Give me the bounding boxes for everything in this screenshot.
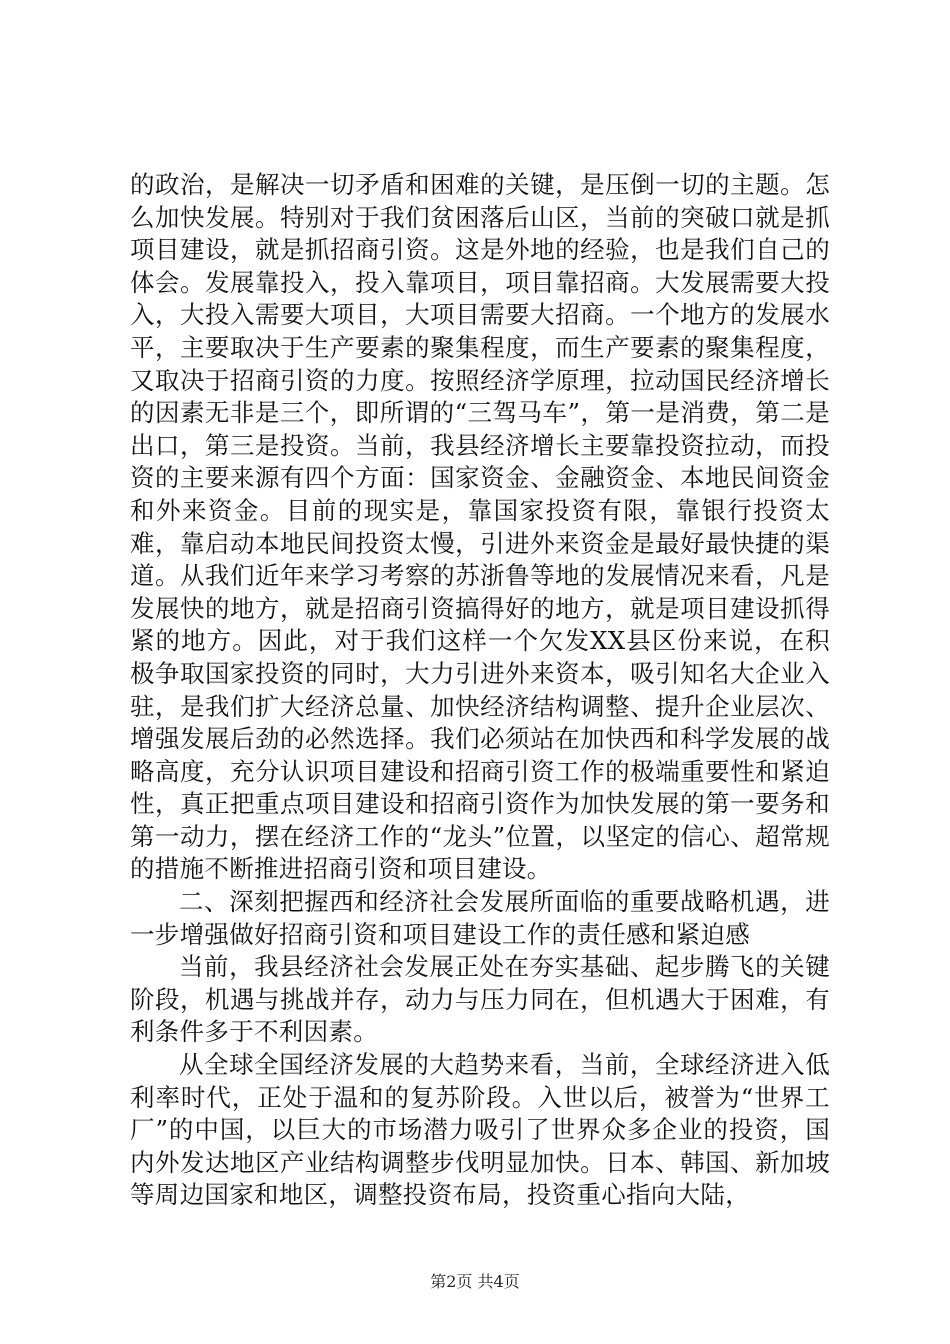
paragraph-2: 当前，我县经济社会发展正处在夯实基础、起步腾飞的关键阶段，机遇与挑战并存，动力与压力同在，但机遇大于困难，有利条件多于不利因素。 xyxy=(130,952,830,1047)
page-footer xyxy=(0,1272,950,1292)
section-heading: 二、深刻把握西和经济社会发展所面临的重要战略机遇，进一步增强做好招商引资和项目建设工作的责任感和紧迫感 xyxy=(130,887,830,949)
paragraph-1: 的政治，是解决一切矛盾和困难的关键，是压倒一切的主题。怎么加快发展。特别对于我们贫困落后山区，当前的突破口就是抓项目建设，就是抓招商引资。这是外地的经验，也是我们自己的体会。发展靠投入，投入靠项目，项目靠招商。大发展需要大投入，大投入需要大项目，大项目需要大招商。一个地方的发展水平，主要取决于生产要素的聚集程度，而生产要素的聚集程度，又取决于招商引资的力度。按照经济学原理，拉动国民经济增长的因素无非是三个，即所谓的“三驾马车”，第一是消费，第二是出口，第三是投资。当前，我县经济增长主要靠投资拉动，而投资的主要来源有四个方面：国家资金、金融资金、本地民间资金和外来资金。目前的现实是，靠国家投资有限，靠银行投资太难，靠启动本地民间投资太慢，引进外来资金是最好最快捷的渠道。从我们近年来学习考察的苏浙鲁等地的发展情况来看，凡是发展快的地方，就是招商引资搞得好的地方，就是项目建设抓得紧的地方。因此，对于我们这样一个欠发XX县区份来说，在积极争取国家投资的同时，大力引进外来资本，吸引知名大企业入驻，是我们扩大经济总量、加快经济结构调整、提升企业层次、增强发展后劲的必然选择。我们必须站在加快西和科学发展的战略高度，充分认识项目建设和招商引资工作的极端重要性和紧迫性，真正把重点项目建设和招商引资作为加快发展的第一要务和第一动力，摆在经济工作的“龙头”位置，以坚定的信心、超常规的措施不断推进招商引资和项目建设。 xyxy=(130,170,830,884)
page-number: 第2页 共4页 xyxy=(430,1272,520,1291)
document-body xyxy=(130,169,830,1212)
paragraph-3: 从全球全国经济发展的大趋势来看，当前，全球经济进入低利率时代，正处于温和的复苏阶段。入世以后，被誉为“世界工厂”的中国，以巨大的市场潜力吸引了世界众多企业的投资，国内外发达地区产业结构调整步伐明显加快。日本、韩国、新加坡等周边国家和地区，调整投资布局，投资重心指向大陆， xyxy=(130,1050,831,1210)
